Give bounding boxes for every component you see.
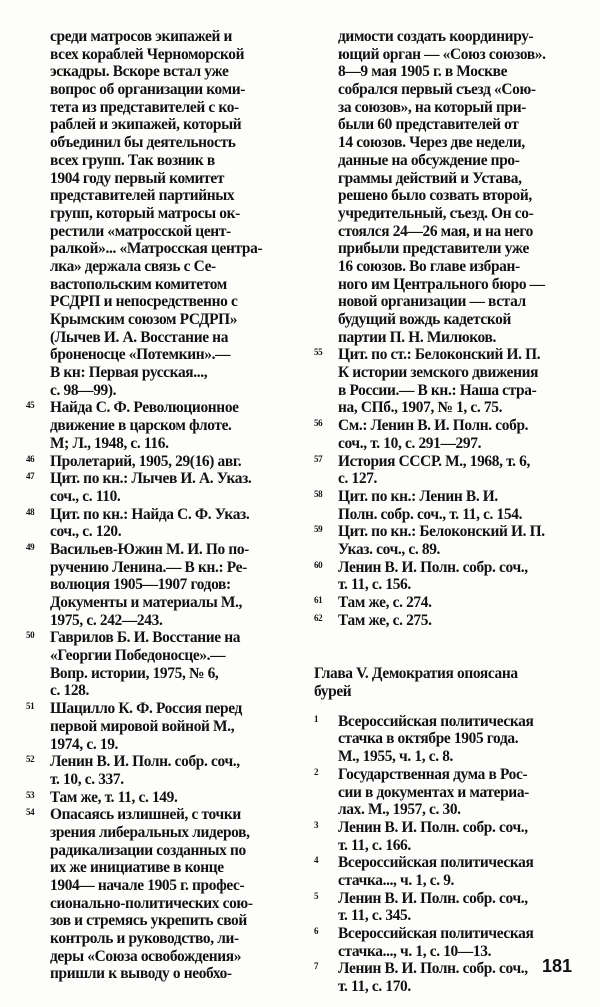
footnote-line: соч., т. 10, с. 291—297. [338,434,482,452]
footnote-continuation [26,28,298,399]
footnote-line: первой мировой войной М., [50,717,235,735]
footnote-line: Вопр. истории, 1975, № 6, [50,664,219,682]
footnote-line: Всероссийская политическая [338,925,534,942]
chapter-heading [314,665,580,700]
footnote-line: См.: Ленин В. И. Полн. собр. [338,417,529,435]
footnote-line: Ленин В. И. Полн. собр. соч., [338,960,528,978]
footnote-line: Крымским союзом РСДРП» [50,311,238,328]
footnote-line: соч., с. 120. [50,523,122,541]
footnote-line: Там же, с. 274. [338,594,432,611]
footnote-line: всех кораблей Черноморской [50,45,245,63]
footnote-line: данные на обсуждение про- [338,151,520,169]
footnote [26,541,298,629]
footnote-line: броненосце «Потемкин».— [50,346,231,364]
footnote-line: вастопольским комитетом [50,275,227,293]
footnote-line: прибыли представители уже [338,240,529,258]
footnote-line: В кн: Первая русская..., [50,364,208,382]
footnote [314,766,580,819]
footnote [26,700,298,753]
footnote-line: раблей и экипажей, который [50,116,242,134]
footnote-line: их же инициативе в конце [50,859,224,877]
footnote-line: М., 1955, ч. 1, с. 8. [338,748,454,766]
footnote [314,925,580,960]
footnote-line: 8—9 мая 1905 г. в Москве [338,63,508,81]
footnote [314,594,580,612]
footnote-line: Государственная дума в Рос- [338,765,528,783]
footnote-line: были 60 представителей от [338,116,519,134]
footnote-number: 45 [26,400,35,411]
footnote-line: 1975, с. 242—243. [50,611,163,629]
footnote-line: ного им Центрального бюро — [338,275,545,293]
footnote-line: стачка в октябре 1905 года. [338,730,519,748]
footnote-line: т. 10, с. 337. [50,770,124,788]
footnote-line: лка» держала связь с Се- [50,257,216,275]
footnote-line: т. 11, с. 166. [338,836,411,854]
footnote-number: 53 [26,789,35,800]
footnote-number: 4 [314,855,319,866]
footnote-line: Шацилло К. Ф. Россия перед [50,700,242,718]
footnote [314,890,580,925]
chapter-title-line: Глава V. Демократия опоясана [314,665,518,683]
footnote-number: 49 [26,541,35,552]
footnote-line: на, СПб., 1907, № 1, с. 75. [338,399,503,417]
footnote [26,506,298,541]
footnote-line: Указ. соч., с. 89. [338,540,441,558]
footnote-line: контроль и руководство, ли- [50,930,239,948]
footnote-line: новой организации — встал [338,293,526,311]
footnote-line: эскадры. Вскоре встал уже [50,63,229,81]
footnote-line: Ленин В. И. Полн. собр. соч., [50,753,240,771]
footnote-line: ралкой»... «Матросская центра- [50,240,263,258]
footnote [314,854,580,889]
footnote [26,453,298,471]
footnote-line: 14 союзов. Через две недели, [338,134,525,152]
footnote-line: «Георгии Победоносце».— [50,647,226,665]
footnote-line: с. 127. [338,470,378,488]
footnote-continuation [314,28,580,346]
footnote-line: Ленин В. И. Полн. собр. соч., [338,558,528,576]
footnote-line: зов и стремясь укрепить свой [50,912,247,930]
footnote-line: стоялся 24—26 мая, и на него [338,222,533,240]
footnote-line: т. 11, с. 156. [338,576,411,594]
chapter-title-line: бурей [314,683,352,701]
footnote-line: К истории земского движения [338,364,539,382]
footnote [314,612,580,630]
footnote-number: 46 [26,453,35,464]
footnote-line: партии П. Н. Милюков. [338,328,496,346]
footnote [26,629,298,700]
footnote-line: димости создать координиру- [338,28,534,45]
footnote-line: 1904— начале 1905 г. профес- [50,877,245,894]
footnote-line: волюция 1905—1907 годов: [50,576,231,594]
footnote-line: ющий орган — «Союз союзов». [338,45,546,63]
footnote-line: стачка..., ч. 1, с. 10—13. [338,942,492,960]
footnote [314,523,580,558]
footnote-line: Всероссийская политическая [338,854,534,872]
footnote-number: 50 [26,630,35,641]
right-notes [314,28,580,629]
footnote-line: сионально-политических сою- [50,894,253,912]
footnote-line: радикализации созданных по [50,841,246,859]
footnote-line: тета из представителей с ко- [50,98,239,116]
footnote-number: 57 [314,453,323,464]
footnote-line: Цит. по кн.: Ленин В. И. [338,487,498,505]
footnote-line: РСДРП и непосредственно с [50,293,238,311]
footnote-line: Цит. по ст.: Белоконский И. П. [338,346,541,364]
footnote-number: 54 [26,807,35,818]
footnote-line: среди матросов экипажей и [50,28,233,45]
footnote [26,470,298,505]
footnote-line: Там же, т. 11, с. 149. [50,788,178,806]
footnote-line: пришли к выводу о необхо- [50,965,232,983]
footnote-line: Ленин В. И. Полн. собр. соч., [338,889,528,907]
footnote-line: Цит. по кн.: Найда С. Ф. Указ. [50,505,250,523]
footnote [26,753,298,788]
footnote-number: 56 [314,418,323,429]
footnote-line: Цит. по кн.: Белоконский И. П. [338,523,545,541]
footnote [314,960,580,995]
footnote-line: граммы действий и Устава, [338,169,522,187]
footnote-line: Там же, с. 275. [338,611,432,629]
footnote-number: 51 [26,701,35,712]
footnote-number: 55 [314,347,323,358]
footnote-line: объединил бы деятельность [50,134,236,152]
footnote-line: Найда С. Ф. Революционное [50,399,239,417]
footnote-line: групп, который матросы ок- [50,204,240,222]
footnote-line: с. 128. [50,682,90,700]
footnote-line: 1904 году первый комитет [50,169,225,187]
footnote-line: в России.— В кн.: Наша стра- [338,381,537,399]
footnote [314,559,580,594]
footnote-line: сии в документах и материа- [338,783,529,801]
footnote-number: 58 [314,488,323,499]
footnote-number: 7 [314,961,319,972]
footnote [314,713,580,766]
footnote-line: История СССР. М., 1968, т. 6, [338,452,531,470]
footnote-line: лах. М., 1957, с. 30. [338,801,461,819]
footnote [314,819,580,854]
footnote-line: Полн. собр. соч., т. 11, с. 154. [338,505,523,523]
footnote-number: 59 [314,524,323,535]
left-column [26,28,298,983]
footnote-line: 16 союзов. Во главе избран- [338,257,520,275]
footnote-line: деры «Союза освобождения» [50,947,242,965]
footnote [314,417,580,452]
footnote-line: собрался первый съезд «Сою- [338,81,536,99]
footnote [26,806,298,983]
footnote-line: (Лычев И. А. Восстание на [50,328,229,346]
footnote-line: учредительный, съезд. Он со- [338,204,534,222]
footnote-number: 5 [314,890,319,901]
footnote-line: Всероссийская политическая [338,712,534,730]
footnote-number: 1 [314,713,319,724]
chapter-notes [314,713,580,996]
page-number: 181 [541,956,572,976]
footnote-line: Опасаясь излишней, с точки [50,806,241,824]
footnote-line: Пролетарий, 1905, 29(16) авг. [50,452,242,470]
footnote-line: рестили «матросской цент- [50,222,231,240]
footnote [26,399,298,452]
footnote-line: соч., с. 110. [50,487,121,505]
footnote-line: решено было созвать второй, [338,187,532,205]
footnote [314,488,580,523]
footnote-number: 60 [314,559,323,570]
footnote-line: с. 98—99). [50,381,117,399]
footnote [314,346,580,417]
footnote-line: М; Л., 1948, с. 116. [50,434,169,452]
footnote-line: Гаврилов Б. И. Восстание на [50,629,241,647]
footnote-line: Васильев-Южин М. И. По по- [50,540,249,558]
footnote-line: ручению Ленина.— В кн.: Ре- [50,558,247,576]
footnote-line: движение в царском флоте. [50,417,232,435]
footnote-line: всех групп. Так возник в [50,151,215,169]
footnote-line: представителей партийных [50,187,235,205]
footnote-number: 62 [314,612,323,623]
footnote-line: будущий вождь кадетской [338,311,512,328]
footnote-number: 6 [314,926,319,936]
footnote [314,453,580,488]
footnote-line: 1974, с. 19. [50,735,119,753]
footnote [26,789,298,807]
footnote-number: 47 [26,471,35,482]
footnote-line: вопрос об организации коми- [50,81,246,99]
footnote-number: 3 [314,819,319,830]
footnote-line: т. 11, с. 345. [338,907,411,925]
footnote-line: стачка..., ч. 1, с. 9. [338,871,455,889]
footnote-line: зрения либеральных лидеров, [50,823,250,841]
footnote-number: 2 [314,766,319,777]
right-column [314,28,580,996]
footnote-line: Документы и материалы М., [50,594,243,611]
footnote-number: 52 [26,754,35,765]
footnote-line: Ленин В. И. Полн. собр. соч., [338,818,528,836]
footnote-number: 61 [314,595,323,605]
footnote-number: 48 [26,506,35,517]
footnote-line: Цит. по кн.: Лычев И. А. Указ. [50,470,252,488]
footnote-line: т. 11, с. 170. [338,978,411,996]
footnote-line: за союзов», на который при- [338,98,527,116]
